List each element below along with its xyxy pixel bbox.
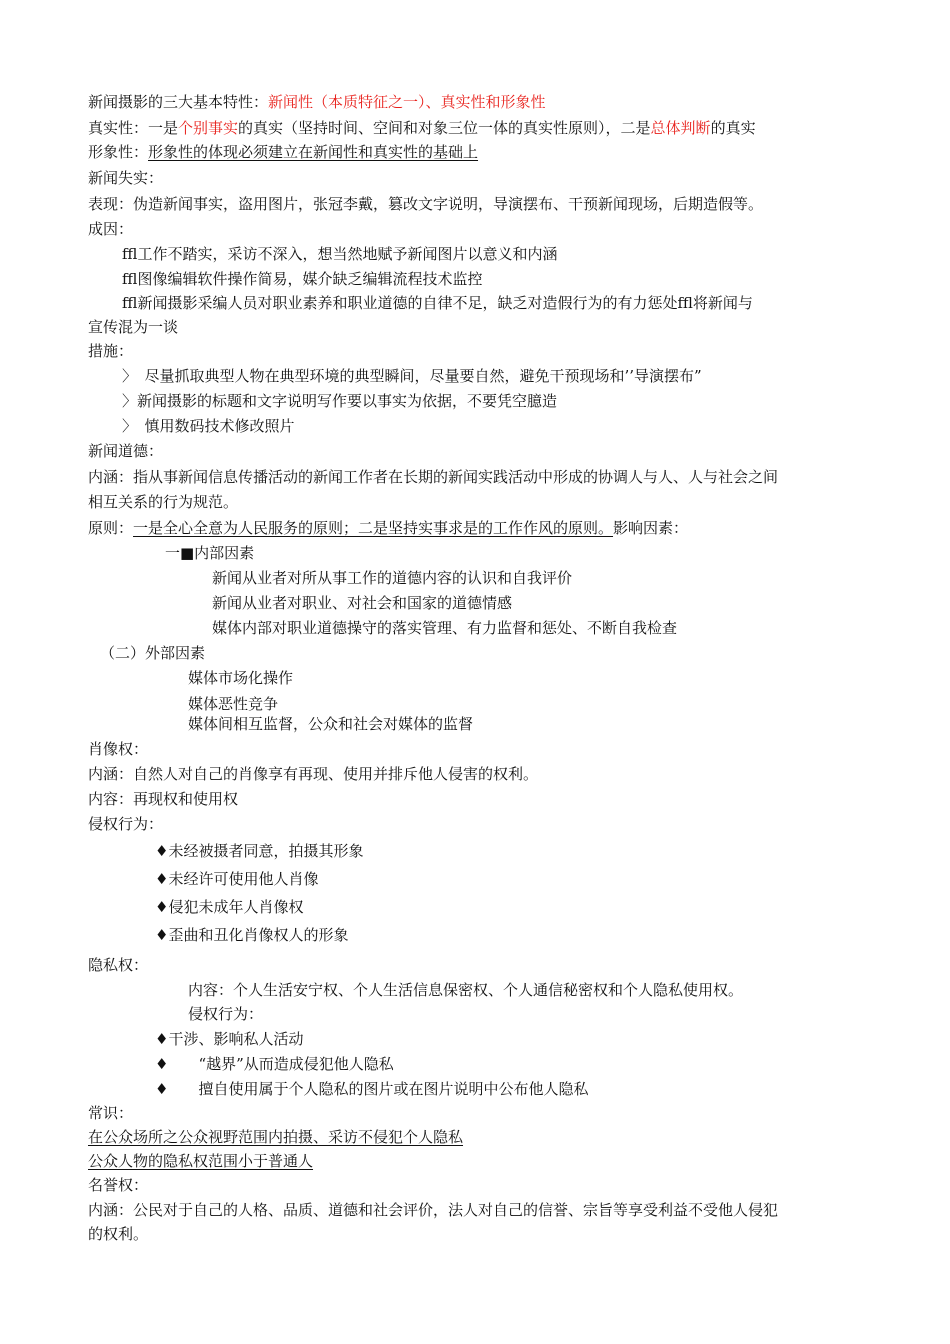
external-factor-3: 媒体间相互监督，公众和社会对媒体的监督 [188, 715, 474, 733]
internal-factor-2: 新闻从业者对职业、对社会和国家的道德情感 [212, 594, 513, 612]
cause-item-1: ffl工作不踏实，采访不深入，想当然地赋予新闻图片以意义和内涵 [122, 245, 558, 263]
imagery-underlined: 形象性的体现必须建立在新闻性和真实性的基础上 [148, 143, 479, 161]
section-heading-privacy-right: 隐私权： [88, 956, 149, 974]
ethics-principles-line [88, 517, 688, 539]
overall-judgment-highlight: 总体判断 [650, 119, 711, 137]
measures-heading: 措施： [88, 342, 134, 360]
section-heading-portrait-right: 肖像权： [88, 740, 149, 758]
internal-factor-3: 媒体内部对职业道德操守的落实管理、有力监督和惩处、不断自我检查 [212, 619, 678, 637]
internal-factors-heading: 一■内部因素 [165, 544, 255, 562]
common-knowledge-1: 在公众场所之公众视野范围内拍摄、采访不侵犯个人隐私 [88, 1128, 464, 1146]
individual-fact-highlight: 个别事实 [178, 119, 239, 137]
falsehood-manifestation: 表现：伪造新闻事实，盗用图片，张冠李戴，篡改文字说明，导演摆布、干预新闻现场，后期造假等。 [88, 195, 764, 213]
portrait-infringement-2: ♦未经许可使用他人肖像 [155, 870, 319, 888]
cause-item-2: ffl图像编辑软件操作简易，媒介缺乏编辑流程技术监控 [122, 270, 483, 288]
external-factor-1: 媒体市场化操作 [188, 669, 294, 687]
portrait-infringement-4: ♦歪曲和丑化肖像权人的形象 [155, 926, 349, 944]
privacy-infringement-1: ♦干涉、影响私人活动 [155, 1030, 304, 1048]
cause-item-3: ffl新闻摄影采编人员对职业素养和职业道德的自律不足，缺乏对造假行为的有力惩处ffl将新闻与 [122, 294, 753, 312]
common-knowledge-heading: 常识： [88, 1104, 134, 1122]
authenticity-text-b: 的真实（坚持时间、空间和对象三位一体的真实性原则），二是 [238, 119, 651, 137]
imagery-prefix: 形象性： [88, 143, 149, 161]
falsehood-causes-heading: 成因： [88, 220, 134, 238]
news-photo-traits-line [88, 91, 546, 113]
principles-underlined: 一是全心全意为人民服务的原则；二是坚持实事求是的工作作风的原则。 [133, 519, 614, 537]
portrait-right-definition: 内涵：自然人对自己的肖像享有再现、使用并排斥他人侵害的权利。 [88, 765, 539, 783]
ethics-definition-continued: 相互关系的行为规范。 [88, 493, 239, 511]
privacy-right-content: 内容：个人生活安宁权、个人生活信息保密权、个人通信秘密权和个人隐私使用权。 [188, 981, 744, 999]
privacy-infringement-heading: 侵权行为： [188, 1005, 264, 1023]
principles-prefix: 原则： [88, 519, 134, 537]
portrait-infringement-3: ♦侵犯未成年人肖像权 [155, 898, 304, 916]
measure-item-2: 〉新闻摄影的标题和文字说明写作要以事实为依据，不要凭空臆造 [122, 392, 558, 410]
ethics-definition: 内涵：指从事新闻信息传播活动的新闻工作者在长期的新闻实践活动中形成的协调人与人、人与社会之间 [88, 468, 779, 486]
section-heading-news-falsehood: 新闻失实： [88, 169, 164, 187]
common-knowledge-2: 公众人物的隐私权范围小于普通人 [88, 1152, 314, 1170]
measure-item-3: 〉 慎用数码技术修改照片 [122, 417, 295, 435]
external-factor-2: 媒体恶性竞争 [188, 695, 279, 713]
portrait-infringement-1: ♦未经被摄者同意，拍摄其形象 [155, 842, 364, 860]
portrait-right-content: 内容：再现权和使用权 [88, 790, 239, 808]
authenticity-text-a: 真实性：一是 [88, 119, 179, 137]
section-heading-reputation-right: 名誉权： [88, 1176, 149, 1194]
section-heading-news-ethics: 新闻道德： [88, 442, 164, 460]
authenticity-text-c: 的真实 [710, 119, 756, 137]
portrait-infringement-heading: 侵权行为： [88, 815, 164, 833]
traits-prefix: 新闻摄影的三大基本特性： [88, 93, 269, 111]
reputation-right-definition-continued: 的权利。 [88, 1225, 149, 1243]
authenticity-line [88, 117, 756, 139]
measure-item-1: 〉 尽量抓取典型人物在典型环境的典型瞬间，尽量要自然，避免干预现场和’’导演摆布” [122, 367, 702, 385]
external-factors-heading: （二）外部因素 [100, 644, 206, 662]
influencing-factors-label: 影响因素： [613, 519, 689, 537]
traits-highlight: 新闻性（本质特征之一）、真实性和形象性 [268, 93, 546, 111]
imagery-line [88, 141, 478, 163]
internal-factor-1: 新闻从业者对所从事工作的道德内容的认识和自我评价 [212, 569, 573, 587]
privacy-infringement-2: ♦ “越界”从而造成侵犯他人隐私 [155, 1055, 394, 1073]
privacy-infringement-3: ♦ 擅自使用属于个人隐私的图片或在图片说明中公布他人隐私 [155, 1080, 589, 1098]
cause-item-3-continued: 宣传混为一谈 [88, 318, 179, 336]
reputation-right-definition: 内涵：公民对于自己的人格、品质、道德和社会评价，法人对自己的信誉、宗旨等享受利益不受他人侵犯 [88, 1201, 779, 1219]
